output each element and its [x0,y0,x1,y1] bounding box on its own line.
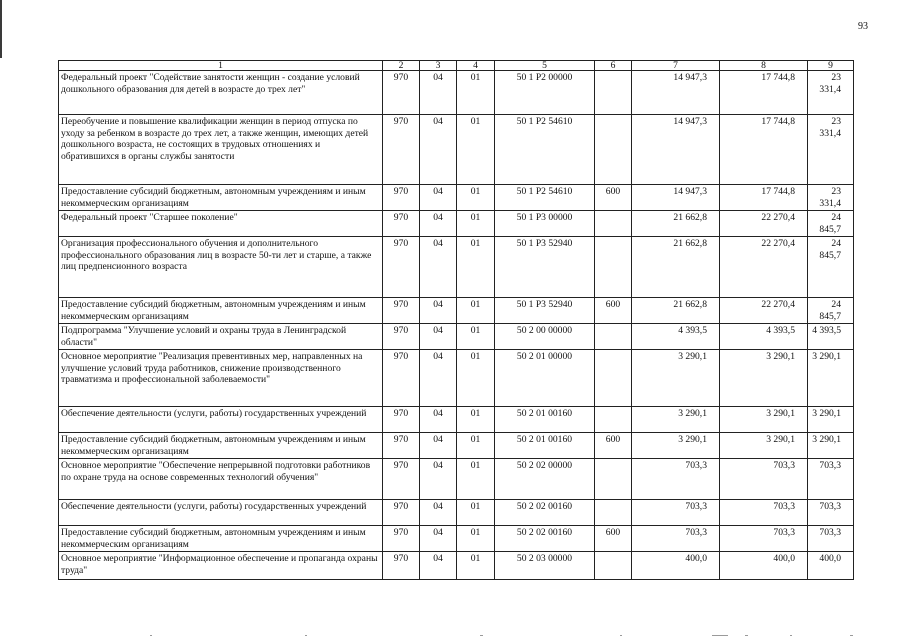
target-article-code: 50 2 03 00000 [495,552,595,580]
row-name: Основное мероприятие "Обеспечение непрерывной подготовки работников по охране труда на основе современных технологий обучения" [59,459,383,500]
table-row [59,350,854,407]
table-row [59,324,854,350]
amount-col-9: 3 290,1 [808,350,854,407]
amount-col-7: 21 662,8 [632,211,720,237]
column-number-row [59,61,854,71]
table-row [59,298,854,324]
expense-type-code [595,350,632,407]
row-name: Переобучение и повышение квалификации женщин в период отпуска по уходу за ребенком в возрасте до трех лет, а также женщин, имеющих детей дошкольного возраста, не состоящих в трудовых отношениях и обратившихся в органы службы занятости [59,115,383,185]
ministry-code: 970 [383,71,420,115]
section-code: 04 [420,185,457,211]
amount-col-8: 22 270,4 [720,237,808,298]
amount-col-7: 3 290,1 [632,407,720,433]
ministry-code: 970 [383,185,420,211]
target-article-code: 50 1 P2 54610 [495,115,595,185]
table-row [59,552,854,580]
amount-col-8: 4 393,5 [720,324,808,350]
amount-col-7: 3 290,1 [632,350,720,407]
budget-table [58,60,854,580]
table-row [59,526,854,552]
ministry-code: 970 [383,433,420,459]
amount-col-8: 3 290,1 [720,433,808,459]
subsection-code: 01 [457,459,495,500]
ministry-code: 970 [383,115,420,185]
amount-col-8: 17 744,8 [720,185,808,211]
column-number: 8 [720,61,808,71]
target-article-code: 50 1 P3 00000 [495,211,595,237]
target-article-code: 50 2 01 00160 [495,407,595,433]
amount-col-9: 400,0 [808,552,854,580]
amount-col-8: 22 270,4 [720,211,808,237]
expense-type-code [595,324,632,350]
table-row [59,500,854,526]
amount-col-8: 3 290,1 [720,407,808,433]
column-number: 5 [495,61,595,71]
target-article-code: 50 1 P3 52940 [495,237,595,298]
amount-col-7: 703,3 [632,500,720,526]
target-article-code: 50 2 01 00000 [495,350,595,407]
section-code: 04 [420,407,457,433]
amount-col-9: 703,3 [808,526,854,552]
column-number: 4 [457,61,495,71]
table-row [59,459,854,500]
target-article-code: 50 1 P2 54610 [495,185,595,211]
amount-col-8: 703,3 [720,500,808,526]
row-name: Организация профессионального обучения и дополнительного профессионального образования лиц в возрасте 50-ти лет и старше, а также лиц предпенсионного возраста [59,237,383,298]
amount-col-8: 22 270,4 [720,298,808,324]
section-code: 04 [420,211,457,237]
expense-type-code [595,211,632,237]
amount-col-7: 21 662,8 [632,298,720,324]
amount-col-9: 3 290,1 [808,407,854,433]
expense-type-code: 600 [595,433,632,459]
ministry-code: 970 [383,211,420,237]
amount-col-7: 21 662,8 [632,237,720,298]
ministry-code: 970 [383,350,420,407]
subsection-code: 01 [457,211,495,237]
table-row [59,115,854,185]
subsection-code: 01 [457,71,495,115]
column-number: 6 [595,61,632,71]
target-article-code: 50 2 02 00000 [495,459,595,500]
section-code: 04 [420,324,457,350]
ministry-code: 970 [383,552,420,580]
ministry-code: 970 [383,298,420,324]
section-code: 04 [420,115,457,185]
row-name: Федеральный проект "Содействие занятости женщин - создание условий дошкольного образования для детей в возрасте до трех лет" [59,71,383,115]
expense-type-code: 600 [595,298,632,324]
expense-type-code [595,407,632,433]
expense-type-code [595,552,632,580]
expense-type-code: 600 [595,185,632,211]
row-name: Федеральный проект "Старшее поколение" [59,211,383,237]
subsection-code: 01 [457,407,495,433]
amount-col-8: 3 290,1 [720,350,808,407]
subsection-code: 01 [457,552,495,580]
target-article-code: 50 2 01 00160 [495,433,595,459]
amount-col-7: 14 947,3 [632,71,720,115]
subsection-code: 01 [457,324,495,350]
table-row [59,185,854,211]
expense-type-code [595,71,632,115]
amount-col-9: 4 393,5 [808,324,854,350]
section-code: 04 [420,500,457,526]
amount-col-7: 703,3 [632,526,720,552]
target-article-code: 50 2 02 00160 [495,500,595,526]
amount-col-8: 17 744,8 [720,115,808,185]
section-code: 04 [420,526,457,552]
expense-type-code [595,500,632,526]
amount-col-8: 703,3 [720,459,808,500]
subsection-code: 01 [457,115,495,185]
expense-type-code [595,459,632,500]
subsection-code: 01 [457,500,495,526]
table-row [59,407,854,433]
target-article-code: 50 1 P3 52940 [495,298,595,324]
target-article-code: 50 1 P2 00000 [495,71,595,115]
amount-col-9: 23 331,4 [808,71,854,115]
row-name: Предоставление субсидий бюджетным, автономным учреждениям и иным некоммерческим организациям [59,526,383,552]
table-row [59,71,854,115]
column-number: 9 [808,61,854,71]
subsection-code: 01 [457,185,495,211]
subsection-code: 01 [457,433,495,459]
section-code: 04 [420,71,457,115]
ministry-code: 970 [383,459,420,500]
expense-type-code [595,115,632,185]
subsection-code: 01 [457,237,495,298]
row-name: Предоставление субсидий бюджетным, автономным учреждениям и иным некоммерческим организациям [59,185,383,211]
row-name: Основное мероприятие "Информационное обеспечение и пропаганда охраны труда" [59,552,383,580]
column-number: 1 [59,61,383,71]
scan-noise [0,633,905,639]
column-number: 2 [383,61,420,71]
amount-col-9: 24 845,7 [808,298,854,324]
target-article-code: 50 2 02 00160 [495,526,595,552]
ministry-code: 970 [383,237,420,298]
expense-type-code [595,237,632,298]
amount-col-9: 23 331,4 [808,115,854,185]
column-number: 7 [632,61,720,71]
section-code: 04 [420,459,457,500]
amount-col-7: 4 393,5 [632,324,720,350]
amount-col-9: 24 845,7 [808,237,854,298]
section-code: 04 [420,552,457,580]
expense-type-code: 600 [595,526,632,552]
row-name: Подпрограмма "Улучшение условий и охраны труда в Ленинградской области" [59,324,383,350]
amount-col-9: 703,3 [808,500,854,526]
ministry-code: 970 [383,407,420,433]
amount-col-7: 400,0 [632,552,720,580]
column-number: 3 [420,61,457,71]
row-name: Основное мероприятие "Реализация превентивных мер, направленных на улучшение условий труда работников, снижение производственного травматизма и профессиональной заболеваемости" [59,350,383,407]
section-code: 04 [420,298,457,324]
subsection-code: 01 [457,298,495,324]
row-name: Предоставление субсидий бюджетным, автономным учреждениям и иным некоммерческим организациям [59,298,383,324]
row-name: Обеспечение деятельности (услуги, работы) государственных учреждений [59,407,383,433]
amount-col-8: 703,3 [720,526,808,552]
row-name: Обеспечение деятельности (услуги, работы) государственных учреждений [59,500,383,526]
amount-col-9: 24 845,7 [808,211,854,237]
amount-col-9: 3 290,1 [808,433,854,459]
ministry-code: 970 [383,526,420,552]
amount-col-7: 3 290,1 [632,433,720,459]
section-code: 04 [420,433,457,459]
ministry-code: 970 [383,324,420,350]
section-code: 04 [420,350,457,407]
amount-col-7: 703,3 [632,459,720,500]
target-article-code: 50 2 00 00000 [495,324,595,350]
amount-col-7: 14 947,3 [632,115,720,185]
row-name: Предоставление субсидий бюджетным, автономным учреждениям и иным некоммерческим организациям [59,433,383,459]
amount-col-7: 14 947,3 [632,185,720,211]
subsection-code: 01 [457,526,495,552]
subsection-code: 01 [457,350,495,407]
table-row [59,237,854,298]
amount-col-9: 23 331,4 [808,185,854,211]
table-row [59,433,854,459]
amount-col-8: 400,0 [720,552,808,580]
ministry-code: 970 [383,500,420,526]
section-code: 04 [420,237,457,298]
table-row [59,211,854,237]
scan-edge-mark [0,0,2,58]
page-number: 93 [858,21,868,32]
amount-col-8: 17 744,8 [720,71,808,115]
amount-col-9: 703,3 [808,459,854,500]
